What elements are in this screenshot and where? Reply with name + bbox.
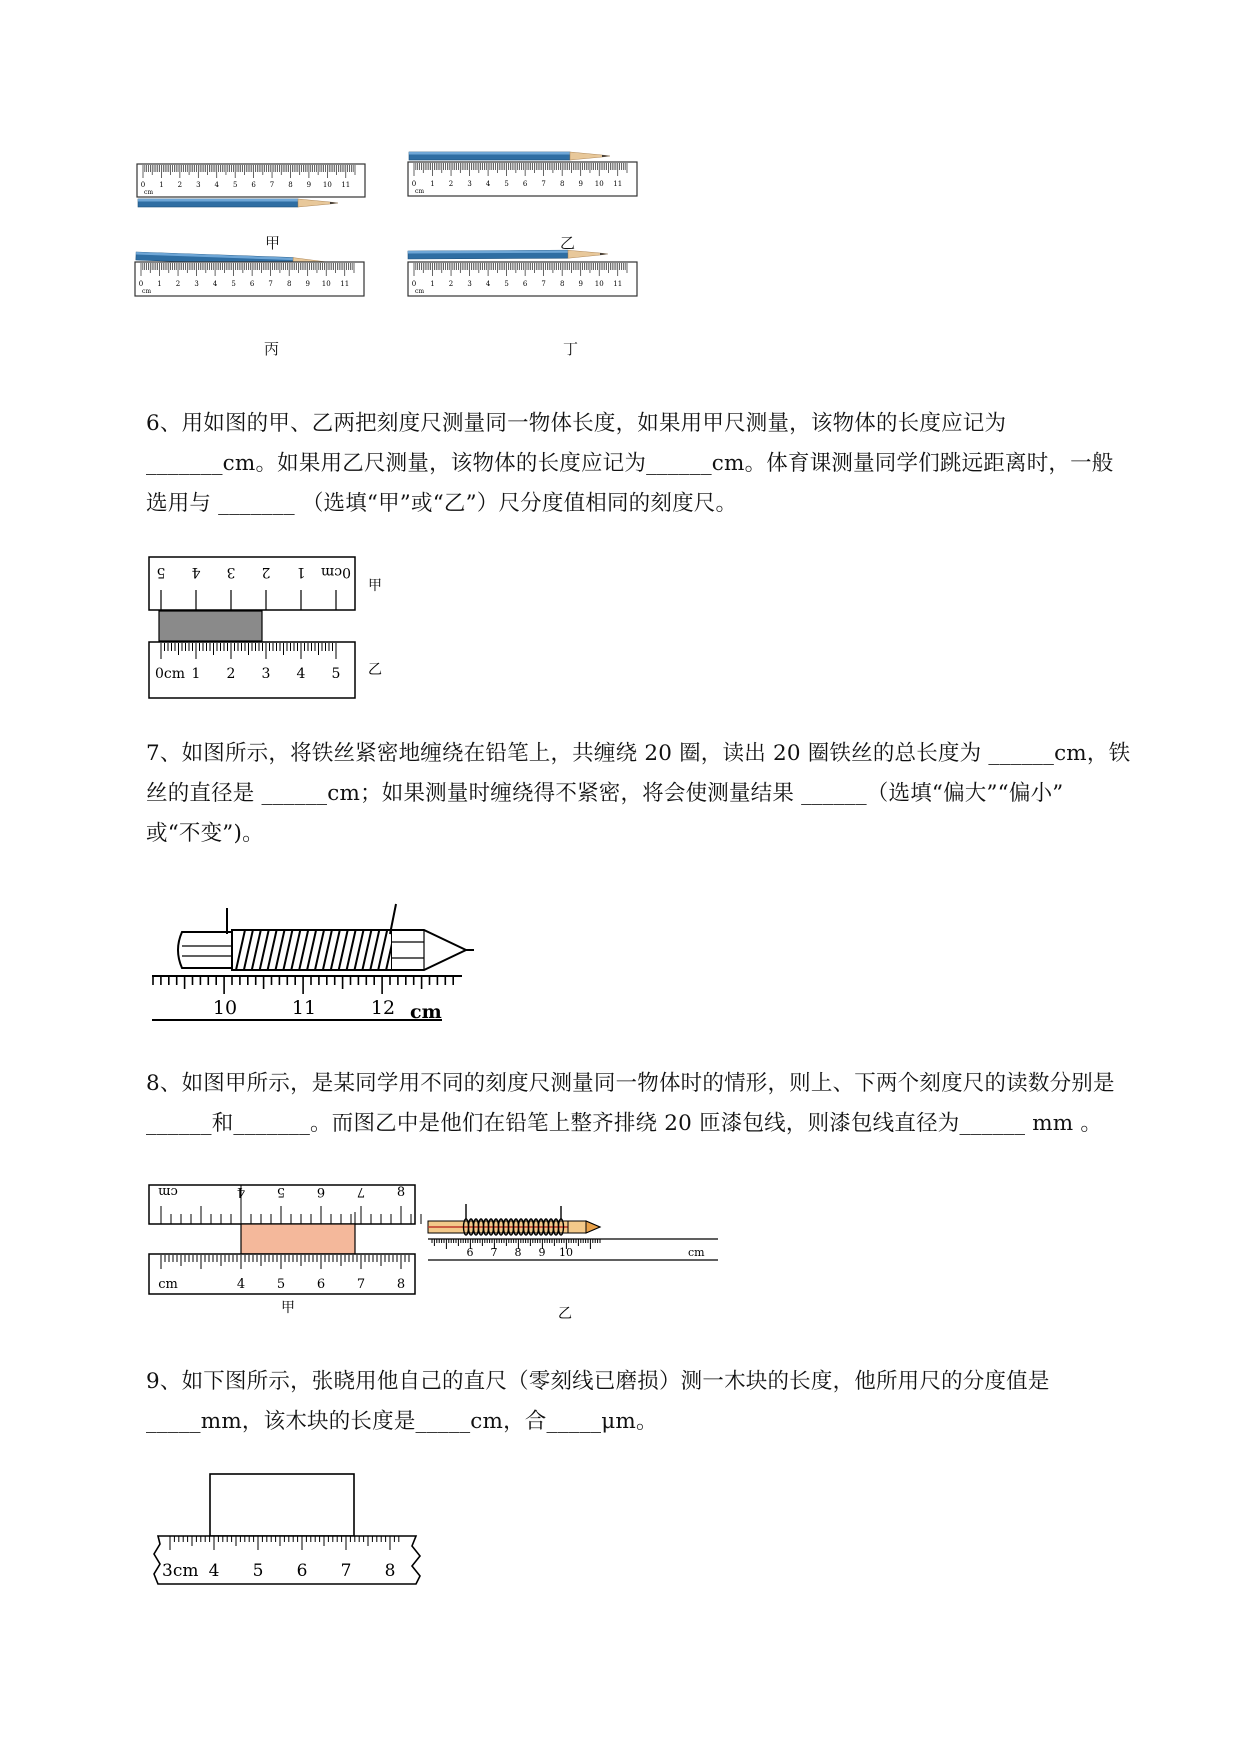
measured-object [159, 611, 262, 641]
tick-label: 3 [196, 181, 201, 189]
tick-label: 2 [226, 666, 236, 682]
tick-label: 9 [578, 180, 583, 188]
q9-line-1: 9、如下图所示，张晓用他自己的直尺（零刻线已磨损）测一木块的长度，他所用尺的分度值是 [146, 1369, 1050, 1394]
tick-label: 4 [485, 180, 491, 188]
tick-label: 7 [269, 181, 275, 189]
tick-label: 6 [316, 1277, 326, 1292]
label-yi: 乙 [368, 662, 382, 678]
figure-q9 [148, 1472, 428, 1592]
ruler-ding [408, 262, 637, 296]
tick-label: 3 [194, 280, 199, 288]
unit-label: cm [415, 288, 425, 295]
tick-label: 7 [541, 280, 546, 288]
tick-label: 2 [177, 181, 183, 189]
tick-label: 10 [322, 181, 332, 189]
tick-label: 5 [504, 280, 509, 288]
caption-jia: 甲 [281, 1300, 295, 1316]
tick-label: 1 [157, 280, 162, 288]
scale-unit: cm [410, 1001, 442, 1023]
tick-label: 9 [306, 181, 312, 189]
tick-label: 10 [321, 280, 331, 288]
tick-label: 8 [514, 1246, 522, 1259]
label-3cm: 3cm [162, 1561, 199, 1581]
tick-label: 7 [268, 280, 273, 288]
pencil-jia [138, 199, 338, 207]
tick-label: 5 [231, 280, 236, 288]
tick-label: 7 [541, 180, 546, 188]
tick-label: 1 [191, 666, 201, 682]
tick-label: 10 [559, 1246, 573, 1259]
tick-label: 10 [594, 180, 604, 188]
broken-ruler-diagram [148, 1472, 428, 1592]
tick-label: 5 [232, 181, 238, 189]
tick-label: 2 [448, 280, 454, 288]
tick-label: 6 [249, 280, 255, 288]
unit-label: cm [415, 188, 425, 195]
tick-label: 11 [340, 280, 350, 288]
tick-label: 2 [261, 564, 271, 580]
tick-label: 4 [208, 1561, 220, 1581]
tick-label: 7 [490, 1246, 498, 1259]
tick-label: 0 [140, 181, 146, 189]
tick-label: 5 [276, 1184, 286, 1199]
tick-label: 8 [384, 1561, 396, 1581]
unit-label: 0cm [320, 564, 352, 580]
wire-on-pencil-diagram [152, 894, 472, 1024]
tick-label: 7 [356, 1277, 366, 1292]
measured-object [241, 1224, 355, 1254]
tick-label: 6 [466, 1246, 474, 1259]
tick-label: 5 [252, 1561, 264, 1581]
tick-label: 1 [159, 181, 164, 189]
tick-label: 2 [448, 180, 454, 188]
tick-label: 11 [613, 280, 623, 288]
scale-label-10: 10 [212, 997, 238, 1019]
tick-label: 0 [411, 280, 417, 288]
q6-line-2: _______cm。如果用乙尺测量，该物体的长度应记为______cm。体育课测量同学们跳远距离时，一般 [146, 451, 1114, 476]
unit-label: cm [144, 189, 154, 196]
tick-label: 4 [212, 280, 218, 288]
q7-line-3: 或“不变”)。 [146, 821, 264, 846]
tick-label: 1 [430, 280, 435, 288]
wooden-block [210, 1474, 354, 1536]
tick-label: 4 [485, 280, 491, 288]
tick-label: 7 [356, 1184, 366, 1199]
pencil-ding [408, 250, 608, 259]
pencil-yi [409, 152, 610, 160]
q8-diagram [148, 1184, 718, 1334]
tick-label: 8 [559, 180, 565, 188]
unit-label: cm [688, 1246, 705, 1259]
tick-label: 10 [594, 280, 604, 288]
unit-label: cm [142, 288, 152, 295]
tick-label: 4 [236, 1184, 246, 1199]
q8-line-2: ______和_______。而图乙中是他们在铅笔上整齐排绕 20 匝漆包线，则漆包线直径为______ mm 。 [146, 1111, 1103, 1136]
figure-q5 [138, 160, 718, 360]
tick-label: 4 [191, 564, 201, 580]
ruler-yi [408, 162, 637, 196]
unit-label: 0cm [154, 666, 186, 682]
ruler-jia [137, 164, 365, 197]
caption-yi: 乙 [558, 1306, 572, 1322]
caption-yi: 乙 [560, 234, 576, 252]
tick-label: 6 [251, 181, 256, 189]
pencil-end [178, 932, 232, 968]
q6-line-1: 6、用如图的甲、乙两把刻度尺测量同一物体长度，如果用甲尺测量，该物体的长度应记为 [146, 411, 1007, 436]
tick-label: 1 [296, 564, 306, 580]
tick-label: 5 [504, 180, 509, 188]
tick-label: 9 [538, 1246, 546, 1259]
tick-label: 5 [156, 564, 166, 580]
tick-label: 3 [467, 180, 472, 188]
rulers-pencils-diagram [138, 160, 718, 360]
q6-line-3: 选用与 _______ （选填“甲”或“乙”）尺分度值相同的刻度尺。 [146, 491, 738, 516]
tick-label: 5 [331, 666, 341, 682]
tick-label: 1 [430, 180, 435, 188]
tick-label: 8 [396, 1277, 406, 1292]
tick-label: 8 [396, 1185, 406, 1200]
tick-label: 4 [214, 181, 219, 189]
tick-label: 3 [467, 280, 472, 288]
figure-q7 [152, 894, 472, 1024]
tick-label: 11 [341, 181, 351, 189]
tick-label: 0 [411, 180, 417, 188]
tick-label: 5 [276, 1277, 286, 1292]
tick-label: 4 [296, 666, 306, 682]
two-rulers-diagram [148, 556, 398, 706]
tick-label: 11 [613, 180, 623, 188]
caption-jia: 甲 [265, 234, 281, 252]
unit-label: cm [158, 1277, 178, 1292]
unit-label: cm [158, 1184, 178, 1199]
question-8 [146, 1064, 1156, 1144]
figure-q6 [148, 556, 398, 706]
figure-q8 [148, 1184, 718, 1334]
tick-label: 0 [138, 280, 144, 288]
scale-label-11: 11 [291, 997, 317, 1019]
scale-label-12: 12 [370, 997, 396, 1019]
q7-line-1: 7、如图所示，将铁丝紧密地缠绕在铅笔上，共缠绕 20 圈，读出 20 圈铁丝的总长度为 ______cm，铁 [146, 741, 1131, 766]
ruler-bing [135, 262, 364, 296]
tick-label: 9 [578, 280, 583, 288]
tick-label: 8 [288, 181, 293, 189]
caption-ding: 丁 [563, 340, 579, 358]
tick-label: 3 [226, 564, 236, 580]
tick-label: 3 [261, 666, 271, 682]
tick-label: 2 [175, 280, 181, 288]
tick-label: 8 [286, 280, 292, 288]
pencil-tip [392, 930, 466, 970]
q7-line-2: 丝的直径是 ______cm；如果测量时缠绕得不紧密，将会使测量结果 ______（选填“偏大”“偏小” [146, 781, 1064, 806]
question-7 [146, 734, 1156, 854]
caption-bing: 丙 [264, 340, 280, 358]
tick-label: 8 [559, 280, 565, 288]
q8-line-1: 8、如图甲所示，是某同学用不同的刻度尺测量同一物体时的情形，则上、下两个刻度尺的读数分别是 [146, 1071, 1115, 1096]
label-jia: 甲 [368, 578, 382, 594]
tick-label: 9 [305, 280, 310, 288]
tick-label: 6 [296, 1561, 308, 1581]
tick-label: 7 [340, 1561, 352, 1581]
q9-line-2: _____mm，该木块的长度是_____cm，合_____μm。 [146, 1409, 658, 1434]
question-9 [146, 1362, 1156, 1442]
tick-label: 6 [522, 180, 528, 188]
tick-label: 4 [236, 1277, 246, 1292]
question-6 [146, 404, 1156, 524]
tick-label: 6 [316, 1184, 326, 1199]
tick-label: 6 [522, 280, 528, 288]
